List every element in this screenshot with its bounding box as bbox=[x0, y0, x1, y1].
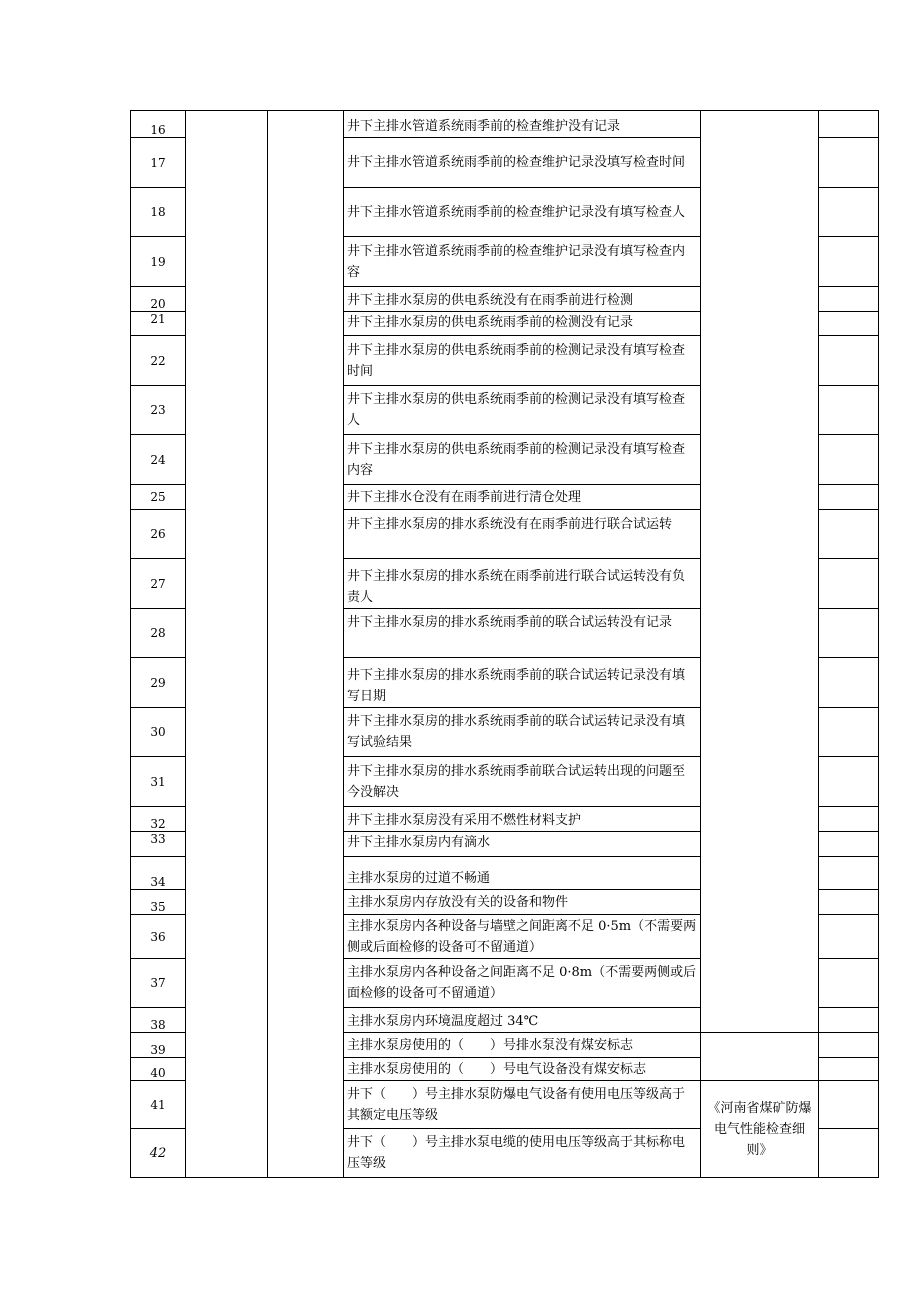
category-cell bbox=[186, 111, 268, 1178]
row-number: 26 bbox=[131, 510, 186, 559]
item-description: 井下主排水泵房的排水系统雨季前联合试运转出现的问题至今没解决 bbox=[344, 757, 701, 807]
score-cell bbox=[819, 510, 879, 559]
score-cell bbox=[819, 386, 879, 435]
item-description: 井下主排水泵房内有滴水 bbox=[344, 832, 701, 857]
row-number: 17 bbox=[131, 138, 186, 188]
item-description: 井下主排水泵房的供电系统雨季前的检测记录没有填写检查人 bbox=[344, 386, 701, 435]
row-number: 22 bbox=[131, 336, 186, 386]
row-number: 36 bbox=[131, 915, 186, 959]
row-number: 35 bbox=[131, 890, 186, 915]
row-number: 40 bbox=[131, 1058, 186, 1081]
score-cell bbox=[819, 312, 879, 336]
item-description: 井下主排水泵房的排水系统在雨季前进行联合试运转没有负责人 bbox=[344, 559, 701, 609]
score-cell bbox=[819, 915, 879, 959]
item-description: 井下主排水泵房的供电系统雨季前的检测记录没有填写检查内容 bbox=[344, 435, 701, 485]
row-number: 30 bbox=[131, 708, 186, 757]
item-description: 主排水泵房内各种设备与墙壁之间距离不足 0·5m（不需要两侧或后面检修的设备可不留通道） bbox=[344, 915, 701, 959]
row-number: 27 bbox=[131, 559, 186, 609]
score-cell bbox=[819, 336, 879, 386]
row-number: 37 bbox=[131, 959, 186, 1008]
row-number: 18 bbox=[131, 188, 186, 237]
item-description: 井下主排水泵房的供电系统雨季前的检测记录没有填写检查时间 bbox=[344, 336, 701, 386]
row-number: 16 bbox=[131, 111, 186, 138]
row-number: 24 bbox=[131, 435, 186, 485]
row-number: 31 bbox=[131, 757, 186, 807]
score-cell bbox=[819, 708, 879, 757]
item-description: 井下主排水管道系统雨季前的检查维护记录没有填写检查内容 bbox=[344, 237, 701, 287]
item-description: 主排水泵房使用的（ ）号电气设备没有煤安标志 bbox=[344, 1058, 701, 1081]
item-description: 井下（ ）号主排水泵防爆电气设备有使用电压等级高于其额定电压等级 bbox=[344, 1081, 701, 1129]
row-number: 28 bbox=[131, 609, 186, 658]
item-description: 井下主排水仓没有在雨季前进行清仓处理 bbox=[344, 485, 701, 510]
subcategory-cell bbox=[268, 111, 344, 1178]
score-cell bbox=[819, 658, 879, 708]
row-number: 25 bbox=[131, 485, 186, 510]
row-number: 38 bbox=[131, 1008, 186, 1033]
item-description: 井下主排水泵房的供电系统雨季前的检测没有记录 bbox=[344, 312, 701, 336]
row-number: 34 bbox=[131, 857, 186, 890]
score-cell bbox=[819, 609, 879, 658]
score-cell bbox=[819, 485, 879, 510]
score-cell bbox=[819, 757, 879, 807]
score-cell bbox=[819, 287, 879, 312]
score-cell bbox=[819, 237, 879, 287]
item-description: 井下主排水管道系统雨季前的检查维护记录没有填写检查人 bbox=[344, 188, 701, 237]
score-cell bbox=[819, 890, 879, 915]
item-description: 井下主排水泵房的供电系统没有在雨季前进行检测 bbox=[344, 287, 701, 312]
score-cell bbox=[819, 832, 879, 857]
score-cell bbox=[819, 857, 879, 890]
item-description: 井下主排水泵房的排水系统雨季前的联合试运转没有记录 bbox=[344, 609, 701, 658]
item-description: 井下主排水泵房的排水系统没有在雨季前进行联合试运转 bbox=[344, 510, 701, 559]
score-cell bbox=[819, 959, 879, 1008]
score-cell bbox=[819, 188, 879, 237]
score-cell bbox=[819, 1081, 879, 1129]
row-number: 21 bbox=[131, 312, 186, 336]
item-description: 井下主排水泵房没有采用不燃性材料支护 bbox=[344, 807, 701, 832]
regulation-reference: 《河南省煤矿防爆电气性能检查细则》 bbox=[701, 1081, 819, 1178]
score-cell bbox=[819, 559, 879, 609]
item-description: 主排水泵房内环境温度超过 34℃ bbox=[344, 1008, 701, 1033]
score-cell bbox=[819, 1008, 879, 1033]
score-cell bbox=[819, 1033, 879, 1058]
score-cell bbox=[819, 1129, 879, 1178]
row-number: 20 bbox=[131, 287, 186, 312]
item-description: 主排水泵房内存放没有关的设备和物件 bbox=[344, 890, 701, 915]
score-cell bbox=[819, 111, 879, 138]
row-number: 32 bbox=[131, 807, 186, 832]
row-number: 33 bbox=[131, 832, 186, 857]
row-number: 39 bbox=[131, 1033, 186, 1058]
score-cell bbox=[819, 807, 879, 832]
item-description: 井下主排水泵房的排水系统雨季前的联合试运转记录没有填写试验结果 bbox=[344, 708, 701, 757]
table-row bbox=[131, 111, 879, 138]
basis-cell bbox=[701, 1033, 819, 1081]
basis-cell bbox=[701, 111, 819, 1033]
item-description: 井下主排水泵房的排水系统雨季前的联合试运转记录没有填写日期 bbox=[344, 658, 701, 708]
item-description: 井下主排水管道系统雨季前的检查维护记录没填写检查时间 bbox=[344, 138, 701, 188]
score-cell bbox=[819, 435, 879, 485]
row-number: 41 bbox=[131, 1081, 186, 1129]
item-description: 主排水泵房使用的（ ）号排水泵没有煤安标志 bbox=[344, 1033, 701, 1058]
item-description: 主排水泵房的过道不畅通 bbox=[344, 857, 701, 890]
item-description: 井下主排水管道系统雨季前的检查维护没有记录 bbox=[344, 111, 701, 138]
score-cell bbox=[819, 1058, 879, 1081]
item-description: 井下（ ）号主排水泵电缆的使用电压等级高于其标称电压等级 bbox=[344, 1129, 701, 1178]
score-cell bbox=[819, 138, 879, 188]
row-number: 23 bbox=[131, 386, 186, 435]
row-number: 42 bbox=[131, 1129, 186, 1178]
row-number: 29 bbox=[131, 658, 186, 708]
inspection-table bbox=[130, 110, 879, 1178]
item-description: 主排水泵房内各种设备之间距离不足 0·8m（不需要两侧或后面检修的设备可不留通道） bbox=[344, 959, 701, 1008]
row-number: 19 bbox=[131, 237, 186, 287]
